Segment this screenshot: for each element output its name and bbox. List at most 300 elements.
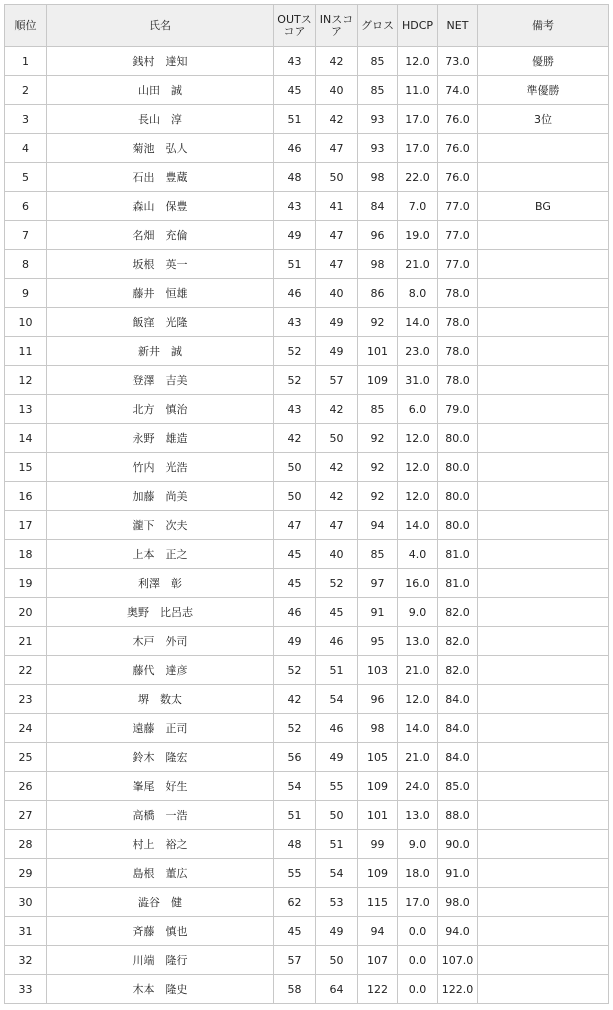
remarks-cell <box>478 859 609 888</box>
name-cell: 澁谷 健 <box>47 888 274 917</box>
net-cell: 77.0 <box>438 250 478 279</box>
rank-cell: 7 <box>5 221 47 250</box>
remarks-cell <box>478 975 609 1004</box>
remarks-cell <box>478 395 609 424</box>
net-cell: 74.0 <box>438 76 478 105</box>
in-score-cell: 42 <box>316 482 358 511</box>
in-score-cell: 40 <box>316 76 358 105</box>
out-score-cell: 48 <box>274 163 316 192</box>
table-row <box>5 598 609 627</box>
table-row <box>5 917 609 946</box>
table-row <box>5 627 609 656</box>
name-cell: 長山 淳 <box>47 105 274 134</box>
name-cell: 坂根 英一 <box>47 250 274 279</box>
hdcp-cell: 9.0 <box>398 830 438 859</box>
hdcp-cell: 13.0 <box>398 627 438 656</box>
hdcp-cell: 8.0 <box>398 279 438 308</box>
remarks-cell <box>478 511 609 540</box>
out-score-cell: 54 <box>274 772 316 801</box>
remarks-cell <box>478 134 609 163</box>
remarks-cell <box>478 279 609 308</box>
remarks-cell <box>478 163 609 192</box>
hdcp-cell: 7.0 <box>398 192 438 221</box>
net-cell: 94.0 <box>438 917 478 946</box>
name-cell: 鈴木 隆宏 <box>47 743 274 772</box>
remarks-cell <box>478 540 609 569</box>
table-row <box>5 540 609 569</box>
in-score-cell: 42 <box>316 395 358 424</box>
net-cell: 88.0 <box>438 801 478 830</box>
table-row <box>5 830 609 859</box>
gross-cell: 99 <box>358 830 398 859</box>
out-score-cell: 57 <box>274 946 316 975</box>
in-score-cell: 52 <box>316 569 358 598</box>
table-row <box>5 76 609 105</box>
hdcp-cell: 0.0 <box>398 917 438 946</box>
out-score-cell: 43 <box>274 192 316 221</box>
rank-cell: 17 <box>5 511 47 540</box>
out-score-cell: 50 <box>274 453 316 482</box>
header-remarks: 備考 <box>478 5 609 47</box>
rank-cell: 2 <box>5 76 47 105</box>
gross-cell: 85 <box>358 395 398 424</box>
name-cell: 上本 正之 <box>47 540 274 569</box>
rank-cell: 5 <box>5 163 47 192</box>
net-cell: 76.0 <box>438 163 478 192</box>
out-score-cell: 42 <box>274 424 316 453</box>
header-gross: グロス <box>358 5 398 47</box>
gross-cell: 109 <box>358 772 398 801</box>
net-cell: 76.0 <box>438 105 478 134</box>
in-score-cell: 50 <box>316 801 358 830</box>
name-cell: 菊池 弘人 <box>47 134 274 163</box>
table-row <box>5 685 609 714</box>
header-rank: 順位 <box>5 5 47 47</box>
header-in-score <box>316 5 358 47</box>
gross-cell: 92 <box>358 308 398 337</box>
net-cell: 73.0 <box>438 47 478 76</box>
header-row <box>5 5 609 47</box>
net-cell: 77.0 <box>438 221 478 250</box>
table-row <box>5 656 609 685</box>
remarks-cell <box>478 337 609 366</box>
hdcp-cell: 4.0 <box>398 540 438 569</box>
name-cell: 新井 誠 <box>47 337 274 366</box>
in-score-cell: 46 <box>316 714 358 743</box>
hdcp-cell: 21.0 <box>398 656 438 685</box>
header-hdcp: HDCP <box>398 5 438 47</box>
results-table <box>4 4 609 1004</box>
name-cell: 斉藤 慎也 <box>47 917 274 946</box>
gross-cell: 107 <box>358 946 398 975</box>
remarks-cell <box>478 569 609 598</box>
gross-cell: 93 <box>358 134 398 163</box>
name-cell: 瀧下 次夫 <box>47 511 274 540</box>
hdcp-cell: 21.0 <box>398 250 438 279</box>
table-row <box>5 192 609 221</box>
rank-cell: 4 <box>5 134 47 163</box>
net-cell: 82.0 <box>438 598 478 627</box>
rank-cell: 24 <box>5 714 47 743</box>
net-cell: 84.0 <box>438 685 478 714</box>
name-cell: 石出 豊蔵 <box>47 163 274 192</box>
out-score-cell: 46 <box>274 598 316 627</box>
hdcp-cell: 0.0 <box>398 946 438 975</box>
table-row <box>5 743 609 772</box>
in-score-cell: 47 <box>316 511 358 540</box>
name-cell: 森山 保豊 <box>47 192 274 221</box>
gross-cell: 96 <box>358 221 398 250</box>
out-score-cell: 51 <box>274 105 316 134</box>
rank-cell: 33 <box>5 975 47 1004</box>
remarks-cell: 準優勝 <box>478 76 609 105</box>
net-cell: 80.0 <box>438 511 478 540</box>
name-cell: 藤井 恒雄 <box>47 279 274 308</box>
out-score-cell: 47 <box>274 511 316 540</box>
in-score-cell: 42 <box>316 453 358 482</box>
hdcp-cell: 31.0 <box>398 366 438 395</box>
remarks-cell <box>478 482 609 511</box>
out-score-cell: 62 <box>274 888 316 917</box>
rank-cell: 3 <box>5 105 47 134</box>
rank-cell: 9 <box>5 279 47 308</box>
remarks-cell <box>478 743 609 772</box>
header-name: 氏名 <box>47 5 274 47</box>
rank-cell: 16 <box>5 482 47 511</box>
hdcp-cell: 14.0 <box>398 511 438 540</box>
remarks-cell <box>478 250 609 279</box>
remarks-cell <box>478 221 609 250</box>
gross-cell: 96 <box>358 685 398 714</box>
net-cell: 82.0 <box>438 656 478 685</box>
rank-cell: 12 <box>5 366 47 395</box>
remarks-cell: 優勝 <box>478 47 609 76</box>
name-cell: 遠藤 正司 <box>47 714 274 743</box>
name-cell: 川端 隆行 <box>47 946 274 975</box>
in-score-cell: 51 <box>316 656 358 685</box>
hdcp-cell: 23.0 <box>398 337 438 366</box>
table-row <box>5 772 609 801</box>
table-row <box>5 279 609 308</box>
hdcp-cell: 17.0 <box>398 888 438 917</box>
gross-cell: 85 <box>358 540 398 569</box>
gross-cell: 98 <box>358 163 398 192</box>
remarks-cell: BG <box>478 192 609 221</box>
net-cell: 78.0 <box>438 308 478 337</box>
net-cell: 85.0 <box>438 772 478 801</box>
in-score-cell: 40 <box>316 540 358 569</box>
in-score-cell: 47 <box>316 134 358 163</box>
in-score-cell: 57 <box>316 366 358 395</box>
gross-cell: 98 <box>358 250 398 279</box>
hdcp-cell: 17.0 <box>398 134 438 163</box>
remarks-cell <box>478 424 609 453</box>
rank-cell: 13 <box>5 395 47 424</box>
net-cell: 78.0 <box>438 279 478 308</box>
net-cell: 80.0 <box>438 424 478 453</box>
rank-cell: 22 <box>5 656 47 685</box>
in-score-cell: 40 <box>316 279 358 308</box>
in-score-cell: 47 <box>316 250 358 279</box>
net-cell: 107.0 <box>438 946 478 975</box>
table-row <box>5 337 609 366</box>
gross-cell: 105 <box>358 743 398 772</box>
table-row <box>5 569 609 598</box>
rank-cell: 28 <box>5 830 47 859</box>
name-cell: 名畑 充倫 <box>47 221 274 250</box>
rank-cell: 27 <box>5 801 47 830</box>
remarks-cell <box>478 598 609 627</box>
gross-cell: 84 <box>358 192 398 221</box>
rank-cell: 32 <box>5 946 47 975</box>
in-score-cell: 49 <box>316 308 358 337</box>
table-row <box>5 105 609 134</box>
out-score-cell: 55 <box>274 859 316 888</box>
hdcp-cell: 12.0 <box>398 47 438 76</box>
header-out-score <box>274 5 316 47</box>
rank-cell: 14 <box>5 424 47 453</box>
rank-cell: 26 <box>5 772 47 801</box>
out-score-cell: 43 <box>274 47 316 76</box>
table-row <box>5 47 609 76</box>
in-score-cell: 55 <box>316 772 358 801</box>
gross-cell: 109 <box>358 859 398 888</box>
hdcp-cell: 9.0 <box>398 598 438 627</box>
remarks-cell <box>478 656 609 685</box>
gross-cell: 101 <box>358 337 398 366</box>
net-cell: 78.0 <box>438 337 478 366</box>
in-score-cell: 51 <box>316 830 358 859</box>
remarks-cell <box>478 801 609 830</box>
in-score-cell: 42 <box>316 47 358 76</box>
table-row <box>5 714 609 743</box>
hdcp-cell: 12.0 <box>398 453 438 482</box>
gross-cell: 97 <box>358 569 398 598</box>
gross-cell: 92 <box>358 424 398 453</box>
name-cell: 永野 雄造 <box>47 424 274 453</box>
out-score-cell: 51 <box>274 801 316 830</box>
remarks-cell <box>478 714 609 743</box>
table-row <box>5 134 609 163</box>
table-row <box>5 859 609 888</box>
remarks-cell <box>478 830 609 859</box>
out-score-cell: 49 <box>274 627 316 656</box>
net-cell: 80.0 <box>438 482 478 511</box>
rank-cell: 10 <box>5 308 47 337</box>
gross-cell: 101 <box>358 801 398 830</box>
gross-cell: 115 <box>358 888 398 917</box>
out-score-cell: 49 <box>274 221 316 250</box>
out-score-cell: 45 <box>274 569 316 598</box>
table-row <box>5 482 609 511</box>
hdcp-cell: 14.0 <box>398 308 438 337</box>
gross-cell: 91 <box>358 598 398 627</box>
net-cell: 79.0 <box>438 395 478 424</box>
out-score-cell: 45 <box>274 540 316 569</box>
out-score-cell: 45 <box>274 917 316 946</box>
name-cell: 峯尾 好生 <box>47 772 274 801</box>
rank-cell: 29 <box>5 859 47 888</box>
out-score-cell: 48 <box>274 830 316 859</box>
table-row <box>5 221 609 250</box>
hdcp-cell: 12.0 <box>398 424 438 453</box>
remarks-cell <box>478 917 609 946</box>
rank-cell: 8 <box>5 250 47 279</box>
hdcp-cell: 12.0 <box>398 685 438 714</box>
hdcp-cell: 11.0 <box>398 76 438 105</box>
name-cell: 加藤 尚美 <box>47 482 274 511</box>
out-score-cell: 45 <box>274 76 316 105</box>
rank-cell: 21 <box>5 627 47 656</box>
table-row <box>5 308 609 337</box>
in-score-cell: 50 <box>316 946 358 975</box>
remarks-cell: 3位 <box>478 105 609 134</box>
net-cell: 81.0 <box>438 540 478 569</box>
name-cell: 奥野 比呂志 <box>47 598 274 627</box>
name-cell: 北方 慎治 <box>47 395 274 424</box>
in-score-cell: 64 <box>316 975 358 1004</box>
hdcp-cell: 21.0 <box>398 743 438 772</box>
gross-cell: 85 <box>358 47 398 76</box>
hdcp-cell: 6.0 <box>398 395 438 424</box>
gross-cell: 85 <box>358 76 398 105</box>
net-cell: 78.0 <box>438 366 478 395</box>
table-row <box>5 453 609 482</box>
out-score-cell: 43 <box>274 308 316 337</box>
hdcp-cell: 24.0 <box>398 772 438 801</box>
out-score-cell: 56 <box>274 743 316 772</box>
gross-cell: 92 <box>358 453 398 482</box>
out-score-cell: 52 <box>274 714 316 743</box>
out-score-cell: 46 <box>274 279 316 308</box>
in-score-cell: 46 <box>316 627 358 656</box>
remarks-cell <box>478 888 609 917</box>
net-cell: 91.0 <box>438 859 478 888</box>
table-row <box>5 395 609 424</box>
in-score-cell: 50 <box>316 424 358 453</box>
table-row <box>5 888 609 917</box>
name-cell: 竹内 光浩 <box>47 453 274 482</box>
in-score-cell: 50 <box>316 163 358 192</box>
in-score-cell: 41 <box>316 192 358 221</box>
gross-cell: 122 <box>358 975 398 1004</box>
net-cell: 84.0 <box>438 714 478 743</box>
hdcp-cell: 22.0 <box>398 163 438 192</box>
net-cell: 122.0 <box>438 975 478 1004</box>
in-score-cell: 47 <box>316 221 358 250</box>
header-in-score-label: INスコア <box>319 12 354 38</box>
table-row <box>5 163 609 192</box>
out-score-cell: 50 <box>274 482 316 511</box>
remarks-cell <box>478 453 609 482</box>
in-score-cell: 54 <box>316 859 358 888</box>
name-cell: 登澤 吉美 <box>47 366 274 395</box>
hdcp-cell: 18.0 <box>398 859 438 888</box>
rank-cell: 31 <box>5 917 47 946</box>
table-row <box>5 424 609 453</box>
name-cell: 利澤 彰 <box>47 569 274 598</box>
net-cell: 76.0 <box>438 134 478 163</box>
net-cell: 90.0 <box>438 830 478 859</box>
gross-cell: 86 <box>358 279 398 308</box>
name-cell: 銭村 達知 <box>47 47 274 76</box>
rank-cell: 1 <box>5 47 47 76</box>
table-row <box>5 366 609 395</box>
remarks-cell <box>478 772 609 801</box>
name-cell: 島根 董広 <box>47 859 274 888</box>
name-cell: 村上 裕之 <box>47 830 274 859</box>
in-score-cell: 45 <box>316 598 358 627</box>
table-body <box>5 47 609 1004</box>
rank-cell: 30 <box>5 888 47 917</box>
table-row <box>5 946 609 975</box>
hdcp-cell: 13.0 <box>398 801 438 830</box>
out-score-cell: 52 <box>274 656 316 685</box>
net-cell: 98.0 <box>438 888 478 917</box>
net-cell: 80.0 <box>438 453 478 482</box>
out-score-cell: 46 <box>274 134 316 163</box>
header-net: NET <box>438 5 478 47</box>
remarks-cell <box>478 366 609 395</box>
remarks-cell <box>478 946 609 975</box>
in-score-cell: 49 <box>316 337 358 366</box>
rank-cell: 19 <box>5 569 47 598</box>
remarks-cell <box>478 627 609 656</box>
net-cell: 82.0 <box>438 627 478 656</box>
name-cell: 藤代 達彦 <box>47 656 274 685</box>
net-cell: 81.0 <box>438 569 478 598</box>
hdcp-cell: 12.0 <box>398 482 438 511</box>
rank-cell: 6 <box>5 192 47 221</box>
out-score-cell: 42 <box>274 685 316 714</box>
name-cell: 飯窪 光隆 <box>47 308 274 337</box>
table-row <box>5 250 609 279</box>
hdcp-cell: 19.0 <box>398 221 438 250</box>
net-cell: 84.0 <box>438 743 478 772</box>
table-row <box>5 511 609 540</box>
gross-cell: 103 <box>358 656 398 685</box>
hdcp-cell: 16.0 <box>398 569 438 598</box>
in-score-cell: 53 <box>316 888 358 917</box>
in-score-cell: 49 <box>316 743 358 772</box>
in-score-cell: 49 <box>316 917 358 946</box>
header-out-score-label: OUTスコア <box>277 12 312 38</box>
gross-cell: 95 <box>358 627 398 656</box>
rank-cell: 23 <box>5 685 47 714</box>
gross-cell: 92 <box>358 482 398 511</box>
gross-cell: 98 <box>358 714 398 743</box>
gross-cell: 94 <box>358 917 398 946</box>
table-row <box>5 801 609 830</box>
gross-cell: 93 <box>358 105 398 134</box>
name-cell: 木戸 外司 <box>47 627 274 656</box>
name-cell: 木本 隆史 <box>47 975 274 1004</box>
name-cell: 堺 数太 <box>47 685 274 714</box>
rank-cell: 11 <box>5 337 47 366</box>
net-cell: 77.0 <box>438 192 478 221</box>
name-cell: 高橋 一浩 <box>47 801 274 830</box>
hdcp-cell: 0.0 <box>398 975 438 1004</box>
rank-cell: 15 <box>5 453 47 482</box>
out-score-cell: 58 <box>274 975 316 1004</box>
in-score-cell: 42 <box>316 105 358 134</box>
out-score-cell: 52 <box>274 366 316 395</box>
out-score-cell: 51 <box>274 250 316 279</box>
table-row <box>5 975 609 1004</box>
remarks-cell <box>478 685 609 714</box>
gross-cell: 109 <box>358 366 398 395</box>
in-score-cell: 54 <box>316 685 358 714</box>
